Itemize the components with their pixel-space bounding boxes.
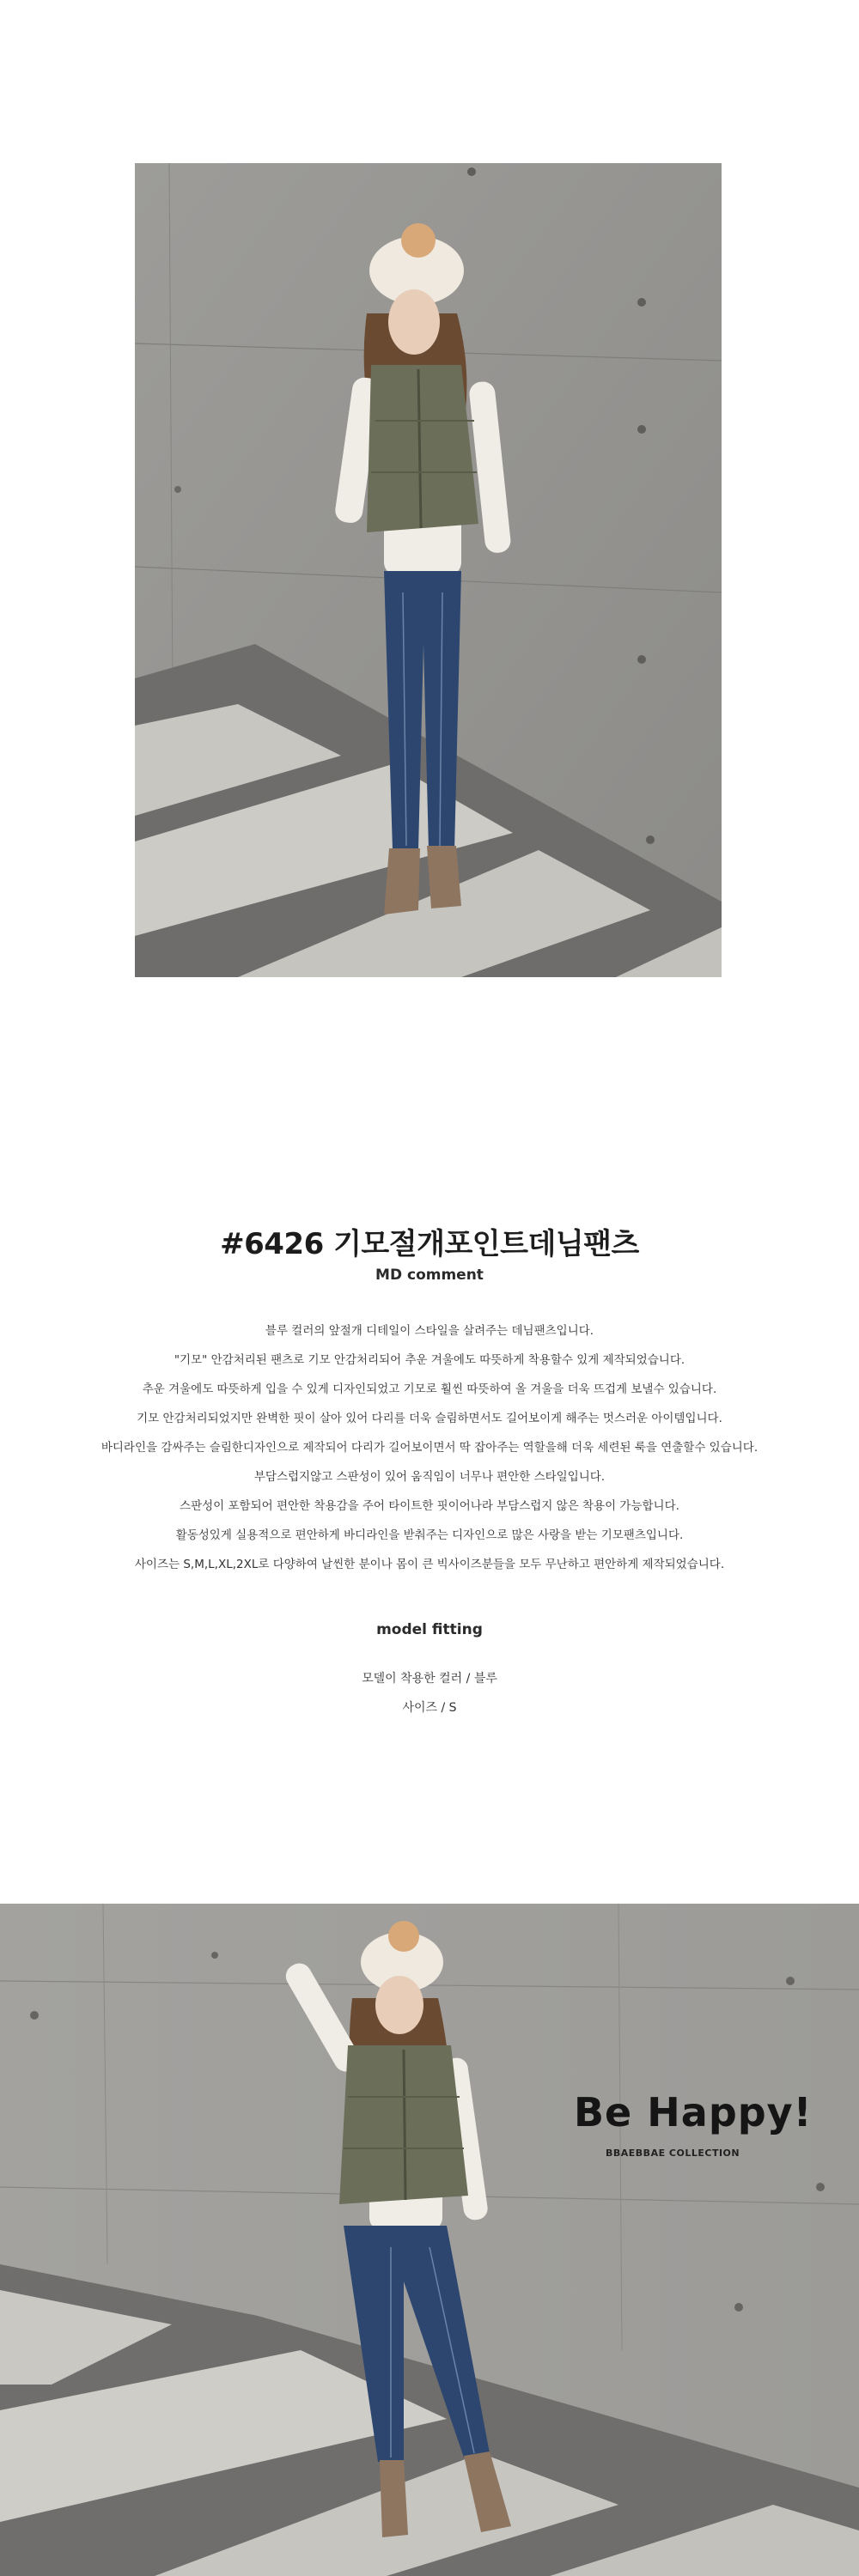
model-fitting-list xyxy=(0,1664,859,1722)
product-photo-front-illustration xyxy=(135,163,722,977)
md-comment-line: "기모" 안감처리된 팬츠로 기모 안감처리되어 추운 겨울에도 따뜻하게 착용할수 있게 제작되었습니다. xyxy=(174,1353,685,1367)
brand-subtitle: BBAEBBAE COLLECTION xyxy=(606,2148,740,2159)
md-comment-line: 바디라인을 감싸주는 슬림한디자인으로 제작되어 다리가 길어보이면서 딱 잡아주는 역할을해 더욱 세련된 룩을 연출할수 있습니다. xyxy=(101,1441,758,1455)
product-photo-lifestyle xyxy=(0,1904,859,2576)
product-title: #6426 기모절개포인트데님팬츠 xyxy=(220,1226,639,1261)
md-comment-line: 부담스럽지않고 스판성이 있어 움직임이 너무나 편안한 스타일입니다. xyxy=(253,1470,606,1484)
model-fitting-line: 사이즈 / S xyxy=(402,1701,457,1715)
model-fitting-heading: model fitting xyxy=(376,1621,483,1638)
product-photo-lifestyle-illustration xyxy=(0,1904,859,2576)
md-comment-line: 사이즈는 S,M,L,XL,2XL로 다양하여 날씬한 분이나 몸이 큰 빅사이즈분들을 모두 무난하고 편안하게 제작되었습니다. xyxy=(134,1558,725,1571)
model-fitting-line: 모델이 착용한 컬러 / 블루 xyxy=(362,1672,497,1686)
md-comment-line: 기모 안감처리되었지만 완벽한 핏이 살아 있어 다리를 더욱 슬림하면서도 길어보이게 해주는 멋스러운 아이템입니다. xyxy=(137,1412,722,1425)
md-comment-line: 블루 컬러의 앞절개 디테일이 스타일을 살려주는 데님팬츠입니다. xyxy=(265,1324,594,1338)
md-comment-heading: MD comment xyxy=(375,1267,484,1284)
md-comment-line: 스판성이 포함되어 편안한 착용감을 주어 타이트한 핏이어나라 부담스럽지 않은 착용이 가능합니다. xyxy=(180,1499,679,1513)
md-comment-list xyxy=(52,1316,807,1579)
brand-title: Be Happy! xyxy=(574,2089,813,2136)
md-comment-line: 추운 겨울에도 따뜻하게 입을 수 있게 디자인되었고 기모로 훨씬 따뜻하여 올 겨울을 더욱 뜨겁게 보낼수 있습니다. xyxy=(142,1382,717,1396)
brand-overlay xyxy=(574,2089,813,2159)
product-photo-front xyxy=(135,163,722,977)
md-comment-line: 활동성있게 실용적으로 편안하게 바디라인을 받춰주는 디자인으로 많은 사랑을 받는 기모팬츠입니다. xyxy=(175,1528,684,1542)
